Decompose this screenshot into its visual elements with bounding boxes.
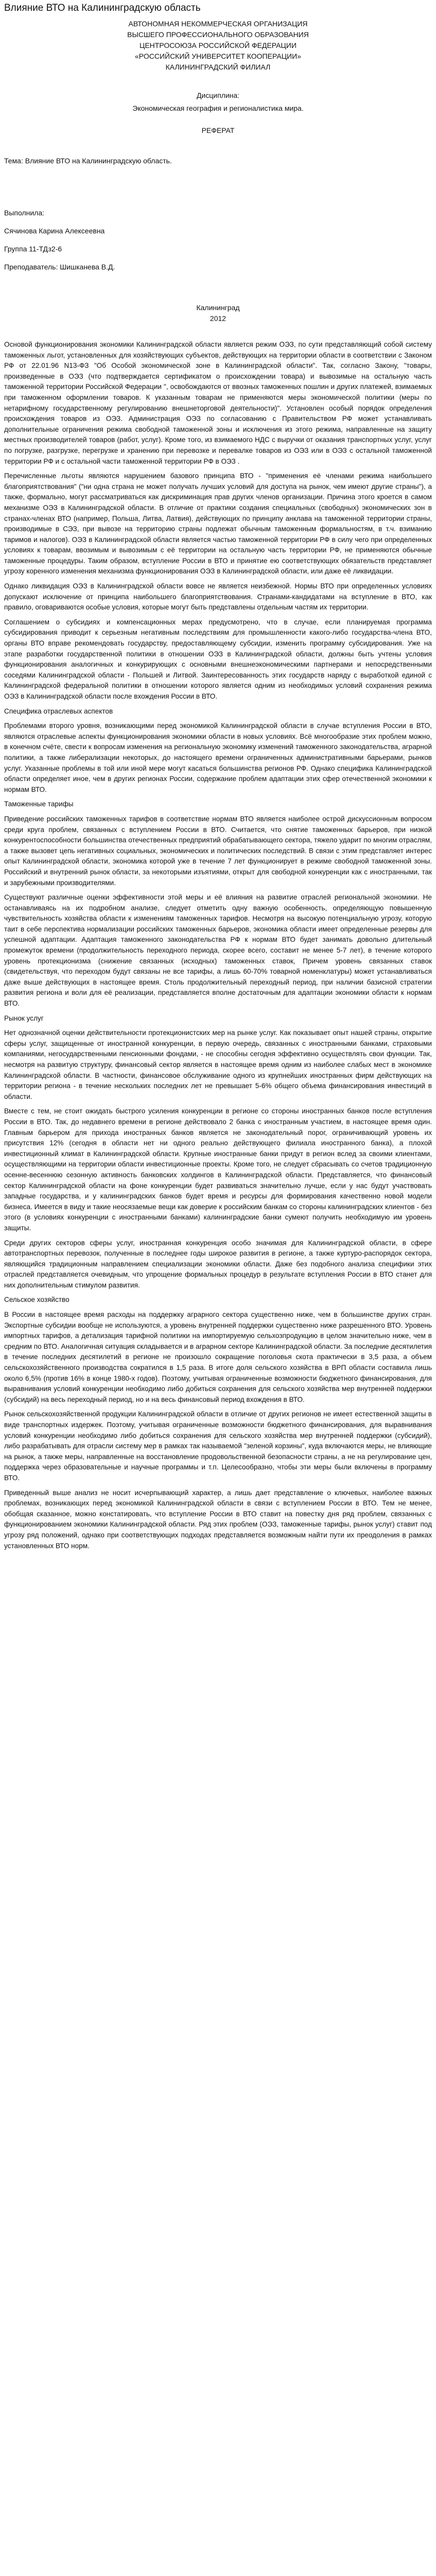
organization-header [4, 19, 432, 73]
paragraph: Нет однозначной оценки действительности протекционистских мер на рынке услуг. Как показывает опыт нашей страны, открытие сферы услуг, защищенные от иностранной конкуренции, в первую очередь, связанных с иностранными банками, страховыми компаниями, негосударственными пенсионными фондами, - не способны сегодня эффективно осуществлять свои функции. Так, несмотря на развитую структуру, финансовый сектор является в настоящее время одним из наиболее слабых мест в экономике Калининградской области. В частности, финансовое обслуживание одного из крупнейших иностранных фирм действующих на территории региона - в течение нескольких последних лет не превышает 5-6% общего объема финансирования инвестиций в области. [4, 1029, 432, 1100]
section-heading: Таможенные тарифы [4, 800, 74, 808]
header-line: КАЛИНИНГРАДСКИЙ ФИЛИАЛ [165, 63, 271, 71]
document-title: Влияние ВТО на Калининградскую область [4, 3, 201, 13]
city-year-block [4, 302, 432, 324]
header-line: ЦЕНТРОСОЮЗА РОССИЙСКОЙ ФЕДЕРАЦИИ [139, 41, 297, 49]
section-heading: Специфика отраслевых аспектов [4, 707, 113, 715]
theme-block [4, 156, 432, 166]
paragraph: Проблемами второго уровня, возникающими перед экономикой Калининградской области в случае вступления России в ВТО, являются отраслевые аспекты функционирования экономики области в новых условиях. Всё многообразие этих проблем можно, в конечном счёте, свести к вопросам изменения на региональную экономику изменений таможенного законодательства, аграрной политики, а также либерализации некоторых, до настоящего времени ограниченных административными барьерами, рынков услуг. Указанные проблемы в той или иной мере могут касаться большинства регионов РФ. Однако специфика Калининградской области определяет иное, чем в других регионах России, содержание проблем адаптации этих сфер отечественной экономики к нормам ВТО. [4, 722, 432, 793]
paragraph: Соглашением о субсидиях и компенсационных мерах предусмотрено, что в случае, если планируемая программа субсидирования приводит к серьезным негативным последствиям для промышленности какого-либо государства-члена ВТО, органы ВТО вправе рекомендовать государству, предоставляющему субсидии, изменить программу субсидирования. Уже на этапе разработки государственной политики в отношении ОЭЗ в Калининградской области, должны быть учтены условия функционирования аналогичных и конкурирующих с основными внешнеэкономическими партнерами и непосредственными соседями Калининградской области - Польшей и Литвой. Заинтересованность этих государств наряду с выработкой единой с Калининградской федеральной политики в отношении которого является одним из необходимых условий сохранения режима ОЭЗ в Калининградской области после вхождения России в ВТО. [4, 618, 432, 700]
discipline-value: Экономическая география и регионалистика мира. [132, 104, 304, 112]
header-line: АВТОНОМНАЯ НЕКОММЕРЧЕСКАЯ ОРГАНИЗАЦИЯ [128, 20, 308, 28]
paragraph: Среди других секторов сферы услуг, иностранная конкуренция особо значимая для Калининградской области, в сфере автотранспортных перевозок, полученные в последнее годы широкое развития в регионе, а также куртуро-распорядок сектора, являющийся традиционным направлением специализации экономики области. Даже без подобного анализа специфики этих отраслей представляется очевидным, что упрощение формальных процедур в результате вступления России в ВТО станет для них дополнительным стимулом развития. [4, 1239, 432, 1289]
referat-heading [4, 125, 432, 136]
header-line: ВЫСШЕГО ПРОФЕССИОНАЛЬНОГО ОБРАЗОВАНИЯ [127, 30, 309, 39]
author-name: Сячинова Карина Алексеевна [4, 227, 105, 235]
paragraph: Вместе с тем, не стоит ожидать быстрого усиления конкуренции в регионе со стороны иностранных банков после вступления России в ВТО. Так, до недавнего времени в регионе действовало 2 банка с иностранным участием, в настоящее время один. Главным барьером для прихода иностранных банков является не законодательный порог, ограничивающий уровень их присутствия 12% (сегодня в области нет ни одного реально действующего филиала иностранного банка), а плохой инвестиционный климат в Калининградской области. Крупные иностранные банки придут в регион вслед за своими клиентами, осуществляющими на территории области инвестиционные проекты. Кроме того, не следует сбрасывать со счетов традиционную осенне-весеннюю сезонную активность банковских холдингов в Калининградской области. Представляется, что финансовый сектор Калининградской области на фоне конкуренции будет развиваться значительно лучше, если у нас будут участвовать западные государства, и у калининградских банков будет время и ресурсы для формирования качественно новой модели бизнеса. Имеется в виду и такие неосязаемые вещи как доверие к российским банкам со стороны калининградских клиентов - без этого (в условиях конкуренции с иностранными банками) калининградские банки сумеют получить необходимую им уровень защиты. [4, 1107, 432, 1232]
paragraph: Однако ликвидация ОЭЗ в Калининградской области вовсе не является неизбежной. Нормы ВТО при определенных условиях допускают исключение от принципа наибольшего благоприятствования. Странами-кандидатами на вступление в ВТО, как правило, оговариваются особые условия, которые могут быть представлены отдельным частям их территории. [4, 582, 432, 612]
paragraph: Перечисленные льготы являются нарушением базового принципа ВТО - "применения её членами режима наибольшего благоприятствования" ("ни одна страна не может получать лучших условий для доступа на рынок, чем имеют другие страны"), а также, формально, могут рассматриваться как дискриминация прав других членов организации. Причина этого кроется в самом механизме ОЭЗ в Калининградской области. В отличие от практики создания специальных (свободных) экономических зон в странах-членах ВТО (например, Польша, Литва, Латвия), действующих по принципу анклава на таможенной территории страны, производимые в СЭЗ, при вывозе на территорию страны подлежат обычным таможенным формальностям, в т.ч. взиманию таримов и налогов). ОЭЗ в Калининградской области является частью таможенной территории РФ в силу чего при определенных условиях к товарам, ввозимым и вывозимым с её территории на остальную часть территории РФ, не применяются обычные таможенные процедуры. Таким образом, вступление России в ВТО и принятие ею соответствующих обязательств представляет угрозу коренного изменения механизма функционирования ОЭЗ в Калининградской области, или даже её ликвидации. [4, 472, 432, 575]
paragraph: В России в настоящее время расходы на поддержку аграрного сектора существенно ниже, чем в большинстве других стран. Экспортные субсидии вообще не используются, а уровень внутренней поддержки существенно ниже разрешенного ВТО. Уровень импортных тарифов, а детализация тарифной политики на импортируемую сельхозпродукцию в целом значительно ниже, чем в средним по ВТО. Аналогичная ситуация складывается и в аграрном секторе Калининградской области. За последние десятилетия в течение последних десятилетий в регионе не произошло сокращение поголовья скота практически в 3,5 раза, а объем сельскохозяйственного производства сократился в 1,5 раза. В итоге доля сельского хозяйства в ВРП области составила лишь около 6,5% (против 16% в конце 1980-х годов). Поэтому, учитывая ограниченные возможности бюджетного финансирования, для выравнивания условий конкуренции необходимо либо добиться сохранения для сельского хозяйства мер внутренней поддержки (субсидий) на весь переходный период, но и на весь финансовый период вхождения в ВТО. [4, 1311, 432, 1403]
year: 2012 [210, 314, 226, 323]
paragraph: Основой функционирования экономики Калининградской области является режим ОЭЗ, по сути представляющий собой систему таможенных льгот, установленных для хозяйствующих субъектов, действующих на территории области в соответствии с Законом РФ от 22.01.96 N13-ФЗ "Об Особой экономической зоне в Калининградской области". Так, согласно Закону, "товары, произведенные в ОЭЗ (что подтверждается сертификатом о происхождении товара) и вывозимые на остальную часть таможенной территории Российской Федерации ", освобождаются от ввозных таможенных пошлин и других платежей, взимаемых при таможенном оформлении товаров. К указанным товарам не применяются меры экономической политики (меры по нетарифному государственному регулированию внешнеторговой деятельности)". Установлен особый порядок определения происхождения товаров из ОЭЗ. Администрация ОЭЗ по согласованию с Правительством РФ может устанавливать дополнительные ограничения режима свободной таможенной зоны и исключения из этого режима, направленные на защиту местных производителей товаров (работ, услуг). Кроме того, из взимаемого НДС с выручки от оказания транспортных услуг, услуг по погрузке, разгрузке, перегрузке и хранению при перевозке и перевалке товаров из ОЭЗ или в ОЭЗ с остальной таможенной территории РФ и с остальной части таможенной территории РФ в ОЭЗ . [4, 341, 432, 465]
discipline-label: Дисциплина: [196, 91, 240, 99]
author-block [4, 208, 432, 273]
section-heading: Сельское хозяйство [4, 1296, 69, 1304]
section-heading: Рынок услуг [4, 1014, 44, 1022]
header-line: «РОССИЙСКИЙ УНИВЕРСИТЕТ КООПЕРАЦИИ» [135, 52, 301, 60]
author-group: Группа 11-ТДз2-6 [4, 245, 62, 253]
teacher-line: Преподаватель: Шишканева В.Д. [4, 263, 115, 271]
paragraph: Существуют различные оценки эффективности этой меры и её влияния на развитие отраслей региональной экономики. Не останавливаясь на их подробном анализе, следует отметить одну важную особенность, определяющую повышенную чувствительность хозяйства области к изменениям таможенных тарифов. Несмотря на высокую потенциальную угрозу, которую таит в себе перспектива нормализации российских таможенных барьеров, экономика области имеет определенные резервы для успешной адаптации. Адаптация таможенного законодательства РФ к нормам ВТО будет занимать довольно длительный промежуток времени (продолжительность переходного периода, скорее всего, составит не менее 5-7 лет), в течение которого уровень протекционизма (снижение связанных (исходных) таможенных ставок, Причем уровень связанных ставок (свидетельствуя, что переходом будут связаны не все тарифы, а лишь 60-70% товарной номенклатуры) может устанавливаться даже выше действующих в настоящее время. Столь продолжительный переходный период, при наличии базисной стратегии развития региона и воли для её реализации, представляется вполне достаточным для адаптации экономики области к нормам ВТО. [4, 893, 432, 1008]
theme-line: Тема: Влияние ВТО на Калининградскую область. [4, 157, 172, 165]
referat-label: РЕФЕРАТ [201, 126, 235, 134]
paragraph: Рынок сельскохозяйственной продукции Калининградской области в отличие от других регионов не имеет естественной защиты в виде транспортных издержек. Поэтому, учитывая ограниченные возможности бюджетного финансирования, для выравнивания условий конкуренции необходимо либо добиться сохранения для сельского хозяйства мер внутренней поддержки (субсидий), либо разрабатывать для отрасли систему мер в рамках так называемой "зеленой корзины", куда включаются меры, не влияющие на рынок, а также меры, направленные на восстановление продовольственной безопасности страны, а не на регулирование цен, поддержка через образовательные и научные программы и т.п. Целесообразно, чтобы эти меры были включены в программу ВТО. [4, 1410, 432, 1482]
body-text [4, 340, 432, 1551]
city: Калининград [196, 303, 240, 312]
discipline-block [4, 90, 432, 114]
paragraph: Приведение российских таможенных тарифов в соответствие нормам ВТО является наиболее острой дискуссионным вопросом среди круга проблем, связанных с вступлением России в ВТО. Считается, что снятие таможенных барьеров, при низкой конкурентоспособности большинства отечественных предприятий обрабатывающего сектора, тяжело ударит по многим отраслям, а также вызовет цепь негативных социальных, экономических и политических последствий. В связи с этим представляет интерес опыт Калининградской области, экономика которой уже в течение 7 лет функционирует в режиме свободной таможенной зоны. Российский и внутренний рынок области, за некоторыми изъятиями, открыт для свободной конкуренции как с иностранными, так и зарубежными производителями. [4, 815, 432, 887]
done-label: Выполнила: [4, 209, 45, 217]
paragraph: Приведенный выше анализ не носит исчерпывающий характер, а лишь дает представление о ключевых, наиболее важных проблемах, возникающих перед экономикой Калининградской области в связи с вступлением России в ВТО. Тем не менее, обобщая сказанное, можно констатировать, что вступление России в ВТО ставит на повестку дня ряд проблем, связанных с функционированием экономики Калининградской области. Ряд этих проблем (ОЭЗ, таможенные тарифы, рынок услуг) ставит под угрозу ряд положений, однако при соответствующих подходах представляется возможным найти пути их преодоления в рамках установленных ВТО норм. [4, 1488, 432, 1550]
